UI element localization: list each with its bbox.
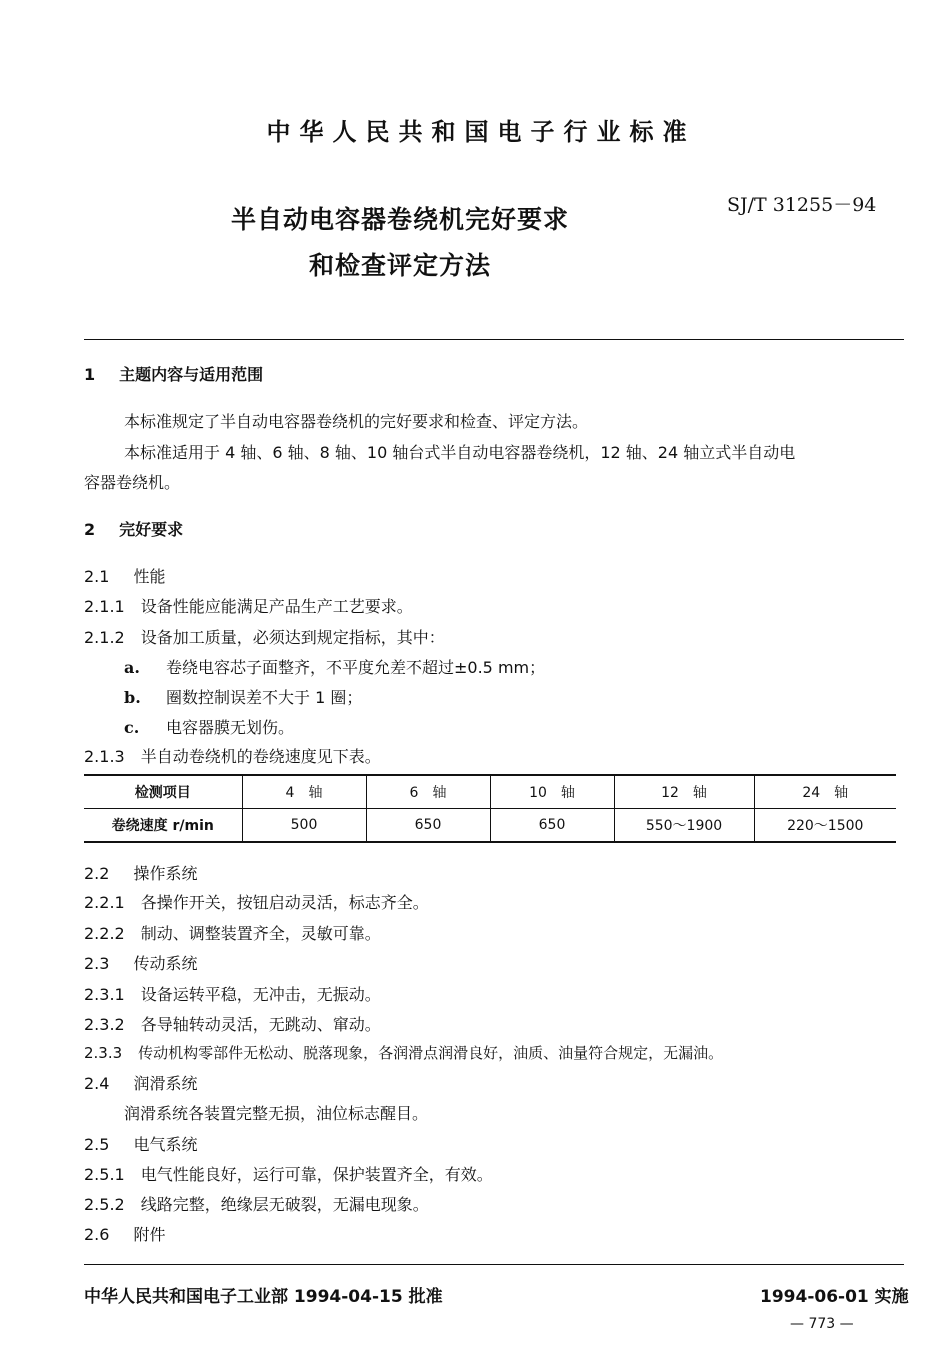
section-number: 2 (84, 520, 96, 539)
table-header-cell: 检测项目 (84, 775, 242, 809)
clause-text: 传动机构零部件无松动、脱落现象，各润滑点润滑良好，油质、油量符合规定，无漏油。 (138, 1044, 724, 1062)
clause-number: 2.5.2 (84, 1195, 125, 1214)
table-header-row (84, 775, 896, 809)
clause-2-5 (84, 1132, 197, 1155)
section-number: 1 (84, 365, 96, 384)
clause-2-1 (84, 564, 165, 587)
clause-2-1-2 (84, 625, 445, 648)
clause-text: 性能 (133, 567, 166, 586)
table-header-cell: 6 轴 (366, 775, 490, 809)
clause-text: 电气性能良好，运行可靠，保护装置齐全，有效。 (140, 1165, 493, 1184)
header-rule (84, 339, 904, 340)
list-item-a (124, 655, 545, 678)
clause-number: 2.5.1 (84, 1165, 125, 1184)
clause-number: 2.3.3 (84, 1044, 123, 1062)
clause-text: 操作系统 (133, 864, 198, 883)
table-header-cell: 12 轴 (614, 775, 754, 809)
approval-statement: 中华人民共和国电子工业部 1994-04-15 批准 (84, 1287, 443, 1307)
clause-2-4-paragraph: 润滑系统各装置完整无损，油位标志醒目。 (124, 1104, 429, 1123)
table-header-cell: 4 轴 (242, 775, 366, 809)
list-item-label: c. (124, 718, 140, 737)
clause-text: 电气系统 (133, 1135, 198, 1154)
list-item-b (124, 685, 362, 708)
clause-2-3 (84, 951, 197, 974)
clause-number: 2.1 (84, 567, 110, 586)
clause-text: 制动、调整装置齐全，灵敏可靠。 (140, 924, 381, 943)
list-item-c (124, 715, 294, 738)
clause-2-4 (84, 1071, 197, 1094)
table-cell: 500 (242, 809, 366, 843)
clause-number: 2.3.2 (84, 1015, 125, 1034)
clause-number: 2.5 (84, 1135, 110, 1154)
issuing-organization: 中华人民共和国电子行业标准 (266, 118, 696, 146)
winding-speed-table (84, 774, 896, 843)
list-item-text: 卷绕电容芯子面整齐，不平度允差不超过±0.5 mm； (166, 658, 546, 677)
clause-number: 2.1.1 (84, 597, 125, 616)
clause-2-1-3 (84, 744, 381, 767)
clause-2-1-1 (84, 594, 413, 617)
clause-number: 2.1.3 (84, 747, 125, 766)
clause-number: 2.6 (84, 1225, 110, 1244)
list-item-label: b. (124, 688, 141, 707)
section-1-heading (84, 362, 263, 385)
section-title: 主题内容与适用范围 (119, 365, 264, 384)
standard-number: SJ/T 31255－94 (727, 194, 877, 216)
table-row (84, 809, 896, 843)
clause-number: 2.2.2 (84, 924, 125, 943)
clause-2-2-2 (84, 921, 381, 944)
list-item-text: 电容器膜无划伤。 (166, 718, 295, 737)
clause-text: 半自动卷绕机的卷绕速度见下表。 (140, 747, 381, 766)
clause-text: 润滑系统 (133, 1074, 198, 1093)
section-1-paragraph-2: 本标准适用于 4 轴、6 轴、8 轴、10 轴台式半自动电容器卷绕机，12 轴、24 轴立式半自动电 (124, 443, 796, 462)
table-header-cell: 10 轴 (490, 775, 614, 809)
clause-text: 设备性能应能满足产品生产工艺要求。 (140, 597, 413, 616)
clause-2-2-1 (84, 890, 429, 913)
clause-2-3-1 (84, 982, 381, 1005)
clause-number: 2.1.2 (84, 628, 125, 647)
table-cell: 650 (490, 809, 614, 843)
effective-date: 1994-06-01 实施 (760, 1287, 909, 1307)
clause-text: 线路完整，绝缘层无破裂，无漏电现象。 (140, 1195, 429, 1214)
list-item-text: 圈数控制误差不大于 1 圈； (166, 688, 363, 707)
clause-number: 2.2.1 (84, 893, 125, 912)
table-cell: 650 (366, 809, 490, 843)
section-1-paragraph-2-cont: 容器卷绕机。 (84, 473, 181, 492)
clause-text: 设备加工质量，必须达到规定指标，其中： (140, 628, 445, 647)
clause-2-2 (84, 861, 197, 884)
table-header-cell: 24 轴 (754, 775, 896, 809)
clause-2-5-1 (84, 1162, 493, 1185)
document-title-line2: 和检查评定方法 (308, 251, 491, 280)
clause-2-6 (84, 1222, 165, 1245)
clause-2-3-3 (84, 1042, 723, 1063)
clause-number: 2.3.1 (84, 985, 125, 1004)
page-number: — 773 — (790, 1316, 854, 1332)
clause-number: 2.2 (84, 864, 110, 883)
table-cell: 550～1900 (614, 809, 754, 843)
clause-text: 各操作开关，按钮启动灵活，标志齐全。 (140, 893, 429, 912)
table-cell: 卷绕速度 r/min (84, 809, 242, 843)
section-1-paragraph-1: 本标准规定了半自动电容器卷绕机的完好要求和检查、评定方法。 (124, 412, 589, 431)
clause-text: 附件 (133, 1225, 166, 1244)
table-cell: 220～1500 (754, 809, 896, 843)
list-item-label: a. (124, 658, 140, 677)
clause-number: 2.4 (84, 1074, 110, 1093)
document-title-line1: 半自动电容器卷绕机完好要求 (230, 205, 569, 234)
section-title: 完好要求 (119, 520, 184, 539)
section-2-heading (84, 517, 183, 540)
footer-rule (84, 1264, 904, 1265)
clause-number: 2.3 (84, 954, 110, 973)
clause-text: 设备运转平稳，无冲击，无振动。 (140, 985, 381, 1004)
clause-text: 传动系统 (133, 954, 198, 973)
clause-2-5-2 (84, 1192, 429, 1215)
clause-text: 各导轴转动灵活，无跳动、窜动。 (140, 1015, 381, 1034)
clause-2-3-2 (84, 1012, 381, 1035)
